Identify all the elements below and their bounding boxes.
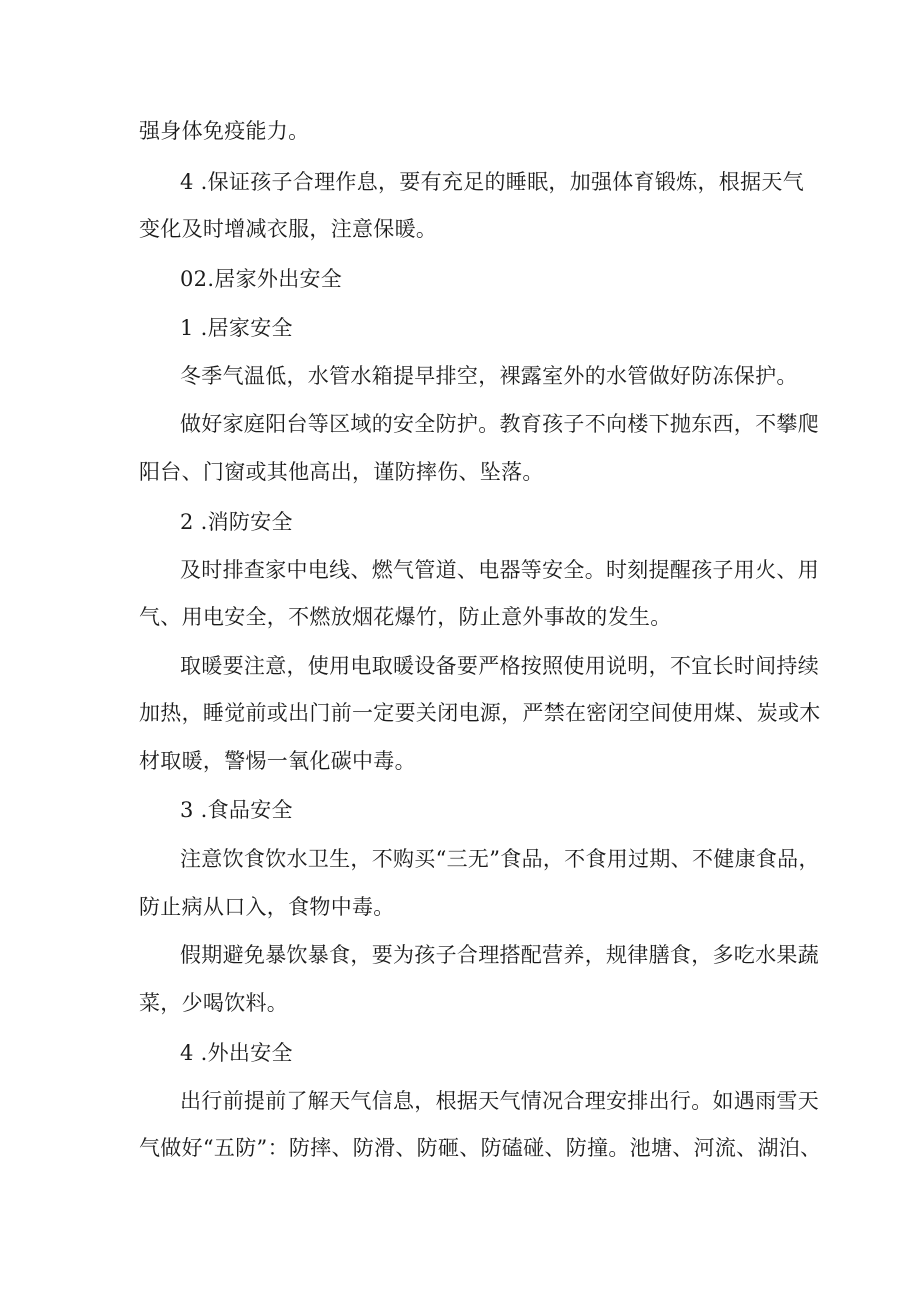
section-heading: 02.居家外出安全	[180, 267, 343, 291]
subsection-heading: 1 .居家安全	[180, 316, 293, 340]
paragraph-line: 加热，睡觉前或出门前一定要关闭电源，严禁在密闭空间使用煤、炭或木	[139, 701, 821, 725]
paragraph-line: 出行前提前了解天气信息，根据天气情况合理安排出行。如遇雨雪天	[180, 1089, 819, 1113]
paragraph-line: 4 .保证孩子合理作息，要有充足的睡眠，加强体育锻炼，根据天气	[180, 170, 805, 194]
paragraph-line: 菜，少喝饮料。	[139, 991, 289, 1015]
paragraph-line: 冬季气温低，水管水箱提早排空，裸露室外的水管做好防冻保护。	[180, 364, 798, 388]
paragraph-line: 注意饮食饮水卫生，不购买“三无”食品，不食用过期、不健康食品，	[180, 847, 820, 871]
paragraph-line: 气做好“五防”：防摔、防滑、防砸、防磕碰、防撞。池塘、河流、湖泊、	[139, 1136, 822, 1160]
paragraph-line: 材取暖，警惕一氧化碳中毒。	[139, 749, 416, 773]
subsection-heading: 3 .食品安全	[180, 798, 293, 822]
paragraph-line: 防止病从口入，食物中毒。	[139, 895, 395, 919]
paragraph-line: 及时排查家中电线、燃气管道、电器等安全。时刻提醒孩子用火、用	[180, 558, 819, 582]
paragraph-line: 取暖要注意，使用电取暖设备要严格按照使用说明，不宜长时间持续	[180, 654, 819, 678]
paragraph-line: 强身体免疫能力。	[139, 119, 310, 143]
paragraph-line: 气、用电安全，不燃放烟花爆竹，防止意外事故的发生。	[139, 605, 672, 629]
paragraph-line: 变化及时增减衣服，注意保暖。	[139, 217, 438, 241]
subsection-heading: 2 .消防安全	[180, 510, 293, 534]
paragraph-line: 做好家庭阳台等区域的安全防护。教育孩子不向楼下抛东西，不攀爬	[180, 412, 819, 436]
paragraph-line: 阳台、门窗或其他高出，谨防摔伤、坠落。	[139, 460, 544, 484]
subsection-heading: 4 .外出安全	[180, 1041, 293, 1065]
paragraph-line: 假期避免暴饮暴食，要为孩子合理搭配营养，规律膳食，多吃水果蔬	[180, 943, 819, 967]
